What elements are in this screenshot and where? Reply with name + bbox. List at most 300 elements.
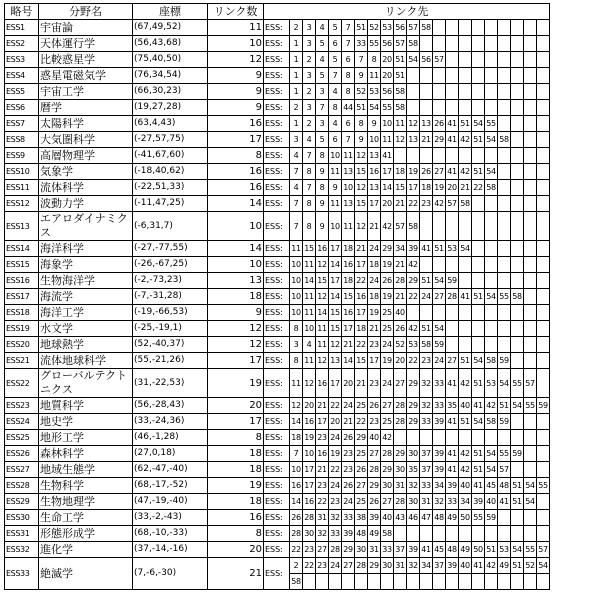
link-target-cell: 33 xyxy=(329,526,342,542)
link-target-cell: 48 xyxy=(498,478,511,494)
link-target-cell xyxy=(485,20,498,36)
row-link-count: 19 xyxy=(208,369,264,398)
link-target-cell: 12 xyxy=(303,369,316,398)
link-target-cell xyxy=(498,510,511,526)
link-target-cell: 57 xyxy=(498,462,511,478)
link-target-cell: 13 xyxy=(342,196,355,212)
link-target-cell: 32 xyxy=(420,398,433,414)
link-target-cell: 25 xyxy=(355,398,368,414)
link-target-cell xyxy=(524,36,537,52)
row-coordinates: (-27,57,75) xyxy=(133,132,208,148)
link-target-cell: 16 xyxy=(355,289,368,305)
row-link-count: 10 xyxy=(208,257,264,273)
link-target-cell xyxy=(537,462,550,478)
link-target-cell: 5 xyxy=(316,68,329,84)
link-target-cell: 30 xyxy=(381,478,394,494)
link-target-cell xyxy=(498,321,511,337)
link-target-cell: 24 xyxy=(342,398,355,414)
link-target-cell xyxy=(485,84,498,100)
row-link-label: ESS: xyxy=(264,510,290,526)
link-target-cell: 22 xyxy=(407,289,420,305)
link-target-cell: 32 xyxy=(407,478,420,494)
link-target-cell: 10 xyxy=(290,257,303,273)
link-target-cell xyxy=(537,100,550,116)
link-target-cell xyxy=(394,148,407,164)
link-target-cell: 39 xyxy=(433,414,446,430)
link-target-cell: 57 xyxy=(433,52,446,68)
link-target-cell xyxy=(420,100,433,116)
link-target-cell: 55 xyxy=(368,36,381,52)
row-link-label: ESS: xyxy=(264,542,290,558)
link-target-cell xyxy=(537,132,550,148)
link-target-cell xyxy=(485,148,498,164)
link-target-cell: 40 xyxy=(368,430,381,446)
link-target-cell: 56 xyxy=(381,84,394,100)
link-target-cell: 7 xyxy=(303,148,316,164)
row-link-label: ESS: xyxy=(264,289,290,305)
link-target-cell: 8 xyxy=(290,321,303,337)
link-target-cell xyxy=(537,337,550,353)
link-target-cell xyxy=(355,574,368,590)
row-coordinates: (-25,-19,1) xyxy=(133,321,208,337)
link-target-cell: 9 xyxy=(316,196,329,212)
row-field-name: 地史学 xyxy=(39,414,133,430)
link-target-cell: 19 xyxy=(381,353,394,369)
row-abbrev: ESS30 xyxy=(5,510,39,526)
row-abbrev: ESS9 xyxy=(5,148,39,164)
link-target-cell: 39 xyxy=(342,526,355,542)
row-link-label: ESS: xyxy=(264,84,290,100)
link-target-cell: 48 xyxy=(355,526,368,542)
link-target-cell: 41 xyxy=(446,369,459,398)
row-link-label: ESS: xyxy=(264,132,290,148)
link-target-cell: 41 xyxy=(446,462,459,478)
link-target-cell: 51 xyxy=(511,558,524,574)
link-target-cell xyxy=(524,446,537,462)
link-target-cell: 58 xyxy=(407,212,420,241)
link-target-cell: 57 xyxy=(394,212,407,241)
row-link-label: ESS: xyxy=(264,353,290,369)
link-target-cell: 22 xyxy=(355,273,368,289)
link-target-cell: 52 xyxy=(394,337,407,353)
row-field-name: 絶滅学 xyxy=(39,558,133,590)
link-target-cell: 13 xyxy=(368,148,381,164)
link-target-cell: 24 xyxy=(420,289,433,305)
link-target-cell xyxy=(498,52,511,68)
link-target-cell xyxy=(511,430,524,446)
link-target-cell xyxy=(511,241,524,257)
link-target-cell xyxy=(498,257,511,273)
link-target-cell xyxy=(524,241,537,257)
link-target-cell: 51 xyxy=(459,353,472,369)
link-target-cell xyxy=(433,36,446,52)
row-field-name: 惑星電磁気学 xyxy=(39,68,133,84)
link-target-cell xyxy=(381,574,394,590)
link-target-cell: 19 xyxy=(368,305,381,321)
link-target-cell xyxy=(433,574,446,590)
link-target-cell xyxy=(433,212,446,241)
row-link-label: ESS: xyxy=(264,68,290,84)
link-target-cell: 17 xyxy=(303,462,316,478)
link-target-cell: 10 xyxy=(368,132,381,148)
row-link-count: 8 xyxy=(208,526,264,542)
link-target-cell: 29 xyxy=(394,446,407,462)
row-abbrev: ESS3 xyxy=(5,52,39,68)
row-link-count: 12 xyxy=(208,321,264,337)
row-link-label: ESS: xyxy=(264,337,290,353)
link-target-cell xyxy=(420,430,433,446)
link-target-cell: 42 xyxy=(459,446,472,462)
row-coordinates: (62,-47,-40) xyxy=(133,462,208,478)
link-target-cell xyxy=(433,257,446,273)
link-target-cell: 51 xyxy=(420,321,433,337)
link-target-cell: 40 xyxy=(459,558,472,574)
link-target-cell: 9 xyxy=(316,212,329,241)
link-target-cell: 41 xyxy=(472,558,485,574)
row-abbrev: ESS24 xyxy=(5,414,39,430)
link-target-cell: 22 xyxy=(329,398,342,414)
link-target-cell: 37 xyxy=(394,542,407,558)
link-target-cell: 30 xyxy=(394,462,407,478)
link-target-cell: 59 xyxy=(485,510,498,526)
link-target-cell xyxy=(524,574,537,590)
link-target-cell: 54 xyxy=(433,273,446,289)
link-target-cell: 22 xyxy=(472,180,485,196)
link-target-cell: 59 xyxy=(498,353,511,369)
row-coordinates: (56,43,68) xyxy=(133,36,208,52)
link-target-cell xyxy=(498,241,511,257)
link-target-cell: 16 xyxy=(290,478,303,494)
link-target-cell: 52 xyxy=(355,84,368,100)
link-target-cell: 27 xyxy=(381,398,394,414)
link-target-cell: 28 xyxy=(394,494,407,510)
row-link-label: ESS: xyxy=(264,20,290,36)
link-target-cell: 32 xyxy=(329,510,342,526)
link-target-cell xyxy=(498,574,511,590)
link-target-cell xyxy=(433,148,446,164)
link-target-cell: 13 xyxy=(368,180,381,196)
link-target-cell xyxy=(537,36,550,52)
table-row xyxy=(5,36,550,52)
link-target-cell xyxy=(524,462,537,478)
row-field-name: 海洋工学 xyxy=(39,305,133,321)
link-target-cell xyxy=(511,180,524,196)
link-target-cell: 12 xyxy=(355,148,368,164)
link-target-cell xyxy=(511,212,524,241)
link-target-cell: 58 xyxy=(420,337,433,353)
link-target-cell: 52 xyxy=(368,20,381,36)
row-link-count: 10 xyxy=(208,36,264,52)
link-target-cell: 58 xyxy=(290,574,303,590)
link-target-cell: 17 xyxy=(329,273,342,289)
link-target-cell: 23 xyxy=(420,196,433,212)
link-target-cell: 55 xyxy=(498,446,511,462)
link-target-cell: 18 xyxy=(368,257,381,273)
link-target-cell: 13 xyxy=(407,132,420,148)
row-field-name: 天体運行学 xyxy=(39,36,133,52)
link-target-cell: 1 xyxy=(290,52,303,68)
link-target-cell: 11 xyxy=(303,257,316,273)
link-target-cell: 58 xyxy=(394,84,407,100)
link-target-cell: 42 xyxy=(407,321,420,337)
link-target-cell: 11 xyxy=(342,212,355,241)
link-target-cell: 2 xyxy=(303,84,316,100)
row-abbrev: ESS19 xyxy=(5,321,39,337)
link-target-cell: 58 xyxy=(459,196,472,212)
link-target-cell xyxy=(524,526,537,542)
link-target-cell: 51 xyxy=(511,494,524,510)
link-target-cell: 27 xyxy=(433,164,446,180)
link-target-cell xyxy=(537,52,550,68)
link-target-cell: 25 xyxy=(355,494,368,510)
link-target-cell: 4 xyxy=(316,20,329,36)
link-target-cell: 2 xyxy=(290,100,303,116)
link-target-cell: 27 xyxy=(446,353,459,369)
link-target-cell xyxy=(511,84,524,100)
link-target-cell: 50 xyxy=(472,542,485,558)
row-field-name: 地域生態学 xyxy=(39,462,133,478)
link-target-cell xyxy=(368,574,381,590)
link-target-cell: 55 xyxy=(524,542,537,558)
link-target-cell xyxy=(342,574,355,590)
link-target-cell: 11 xyxy=(303,353,316,369)
link-target-cell: 40 xyxy=(459,398,472,414)
row-field-name: 流体科学 xyxy=(39,180,133,196)
row-link-label: ESS: xyxy=(264,478,290,494)
link-target-cell xyxy=(511,257,524,273)
link-target-cell xyxy=(524,116,537,132)
row-abbrev: ESS32 xyxy=(5,542,39,558)
link-target-cell xyxy=(446,430,459,446)
row-link-label: ESS: xyxy=(264,430,290,446)
link-target-cell: 41 xyxy=(472,398,485,414)
link-target-cell xyxy=(485,241,498,257)
row-abbrev: ESS18 xyxy=(5,305,39,321)
link-target-cell: 22 xyxy=(303,558,316,574)
link-target-cell xyxy=(472,36,485,52)
link-target-cell xyxy=(459,212,472,241)
link-target-cell xyxy=(446,36,459,52)
link-target-cell: 42 xyxy=(381,430,394,446)
link-target-cell: 25 xyxy=(381,321,394,337)
link-target-cell: 58 xyxy=(498,132,511,148)
link-target-cell xyxy=(524,180,537,196)
link-target-cell: 42 xyxy=(459,164,472,180)
link-target-cell: 24 xyxy=(433,353,446,369)
link-target-cell xyxy=(459,36,472,52)
row-abbrev: ESS31 xyxy=(5,526,39,542)
row-field-name: 進化学 xyxy=(39,542,133,558)
link-target-cell xyxy=(511,20,524,36)
row-field-name: 暦学 xyxy=(39,100,133,116)
link-target-cell xyxy=(472,196,485,212)
link-target-cell: 20 xyxy=(329,414,342,430)
link-target-cell: 3 xyxy=(303,20,316,36)
row-link-label: ESS: xyxy=(264,558,290,590)
row-abbrev: ESS13 xyxy=(5,212,39,241)
link-target-cell: 24 xyxy=(368,273,381,289)
link-target-cell: 17 xyxy=(329,241,342,257)
link-target-cell xyxy=(459,148,472,164)
row-abbrev: ESS1 xyxy=(5,20,39,36)
link-target-cell: 51 xyxy=(511,478,524,494)
link-target-cell: 7 xyxy=(355,52,368,68)
link-target-cell: 18 xyxy=(342,273,355,289)
link-target-cell: 29 xyxy=(407,369,420,398)
link-target-cell: 23 xyxy=(316,478,329,494)
link-target-cell xyxy=(433,84,446,100)
row-link-count: 18 xyxy=(208,494,264,510)
row-link-count: 17 xyxy=(208,414,264,430)
link-target-cell: 7 xyxy=(342,36,355,52)
link-target-cell xyxy=(537,148,550,164)
link-target-cell xyxy=(498,180,511,196)
link-target-cell: 33 xyxy=(433,398,446,414)
link-target-cell: 54 xyxy=(472,414,485,430)
link-target-cell: 32 xyxy=(407,558,420,574)
link-target-cell: 13 xyxy=(329,353,342,369)
link-target-cell xyxy=(524,353,537,369)
link-target-cell: 41 xyxy=(498,494,511,510)
link-target-cell: 51 xyxy=(433,241,446,257)
link-target-cell: 29 xyxy=(368,478,381,494)
link-target-cell xyxy=(485,273,498,289)
link-target-cell: 54 xyxy=(485,446,498,462)
table-row xyxy=(5,526,550,542)
link-target-cell: 16 xyxy=(368,164,381,180)
link-target-cell xyxy=(407,526,420,542)
row-coordinates: (-27,-77,55) xyxy=(133,241,208,257)
link-target-cell xyxy=(420,257,433,273)
link-target-cell xyxy=(420,526,433,542)
link-target-cell xyxy=(407,148,420,164)
link-target-cell: 21 xyxy=(316,462,329,478)
table-row xyxy=(5,100,550,116)
link-target-cell: 6 xyxy=(342,52,355,68)
link-target-cell xyxy=(420,84,433,100)
link-target-cell xyxy=(524,132,537,148)
link-target-cell: 28 xyxy=(303,510,316,526)
link-target-cell xyxy=(446,68,459,84)
link-target-cell: 51 xyxy=(485,542,498,558)
link-target-cell: 31 xyxy=(368,542,381,558)
link-target-cell xyxy=(537,116,550,132)
row-field-name: エアロダイナミクス xyxy=(39,212,133,241)
link-target-cell: 4 xyxy=(329,116,342,132)
link-target-cell: 24 xyxy=(368,241,381,257)
row-field-name: グローバルテクトニクス xyxy=(39,369,133,398)
link-target-cell: 54 xyxy=(511,398,524,414)
link-target-cell: 29 xyxy=(407,398,420,414)
link-target-cell: 57 xyxy=(407,20,420,36)
row-link-count: 9 xyxy=(208,305,264,321)
table-row xyxy=(5,494,550,510)
link-target-cell: 8 xyxy=(303,212,316,241)
link-target-cell xyxy=(498,68,511,84)
link-target-cell: 9 xyxy=(355,68,368,84)
link-target-cell: 26 xyxy=(381,273,394,289)
link-target-cell xyxy=(459,337,472,353)
link-target-cell xyxy=(472,100,485,116)
link-target-cell xyxy=(537,321,550,337)
table-row xyxy=(5,462,550,478)
link-target-cell xyxy=(524,212,537,241)
link-target-cell: 41 xyxy=(446,164,459,180)
table-row xyxy=(5,430,550,446)
link-target-cell: 34 xyxy=(459,494,472,510)
link-target-cell xyxy=(446,84,459,100)
row-link-count: 9 xyxy=(208,84,264,100)
row-link-count: 8 xyxy=(208,148,264,164)
link-target-cell xyxy=(472,20,485,36)
link-target-cell: 18 xyxy=(394,164,407,180)
row-link-count: 12 xyxy=(208,337,264,353)
link-target-cell: 27 xyxy=(433,289,446,305)
link-target-cell: 17 xyxy=(303,478,316,494)
link-target-cell: 30 xyxy=(407,446,420,462)
link-target-cell: 39 xyxy=(433,446,446,462)
link-target-cell: 22 xyxy=(407,196,420,212)
link-target-cell: 51 xyxy=(355,20,368,36)
link-target-cell xyxy=(446,257,459,273)
row-coordinates: (27,0,18) xyxy=(133,446,208,462)
link-target-cell: 3 xyxy=(303,100,316,116)
link-target-cell xyxy=(524,164,537,180)
row-field-name: 森林科学 xyxy=(39,446,133,462)
link-target-cell: 26 xyxy=(368,398,381,414)
link-target-cell xyxy=(420,36,433,52)
row-coordinates: (33,-2,-43) xyxy=(133,510,208,526)
table-row xyxy=(5,180,550,196)
link-target-cell: 54 xyxy=(485,132,498,148)
link-target-cell: 40 xyxy=(459,478,472,494)
link-target-cell: 54 xyxy=(407,52,420,68)
header-coordinates: 座標 xyxy=(133,4,208,20)
link-target-cell xyxy=(329,574,342,590)
link-target-cell: 28 xyxy=(446,289,459,305)
row-abbrev: ESS25 xyxy=(5,430,39,446)
link-target-cell: 24 xyxy=(329,558,342,574)
link-target-cell: 42 xyxy=(459,132,472,148)
link-target-cell: 17 xyxy=(368,196,381,212)
link-target-cell: 26 xyxy=(342,430,355,446)
link-target-cell: 51 xyxy=(459,414,472,430)
row-abbrev: ESS33 xyxy=(5,558,39,590)
link-target-cell: 2 xyxy=(303,52,316,68)
row-coordinates: (63,4,43) xyxy=(133,116,208,132)
link-target-cell: 49 xyxy=(446,510,459,526)
link-target-cell: 51 xyxy=(420,273,433,289)
table-row xyxy=(5,52,550,68)
link-target-cell: 17 xyxy=(407,180,420,196)
link-target-cell: 21 xyxy=(459,180,472,196)
link-target-cell xyxy=(433,100,446,116)
row-field-name: 流体地球科学 xyxy=(39,353,133,369)
row-link-label: ESS: xyxy=(264,164,290,180)
link-target-cell: 15 xyxy=(355,164,368,180)
row-coordinates: (31,-22,53) xyxy=(133,369,208,398)
link-target-cell: 10 xyxy=(303,321,316,337)
row-field-name: 地形工学 xyxy=(39,430,133,446)
link-target-cell xyxy=(485,100,498,116)
link-target-cell: 15 xyxy=(303,241,316,257)
link-target-cell: 41 xyxy=(446,414,459,430)
link-target-cell: 21 xyxy=(342,337,355,353)
link-target-cell: 17 xyxy=(381,164,394,180)
link-target-cell: 11 xyxy=(368,68,381,84)
row-field-name: 比較惑星学 xyxy=(39,52,133,68)
row-coordinates: (-41,67,60) xyxy=(133,148,208,164)
